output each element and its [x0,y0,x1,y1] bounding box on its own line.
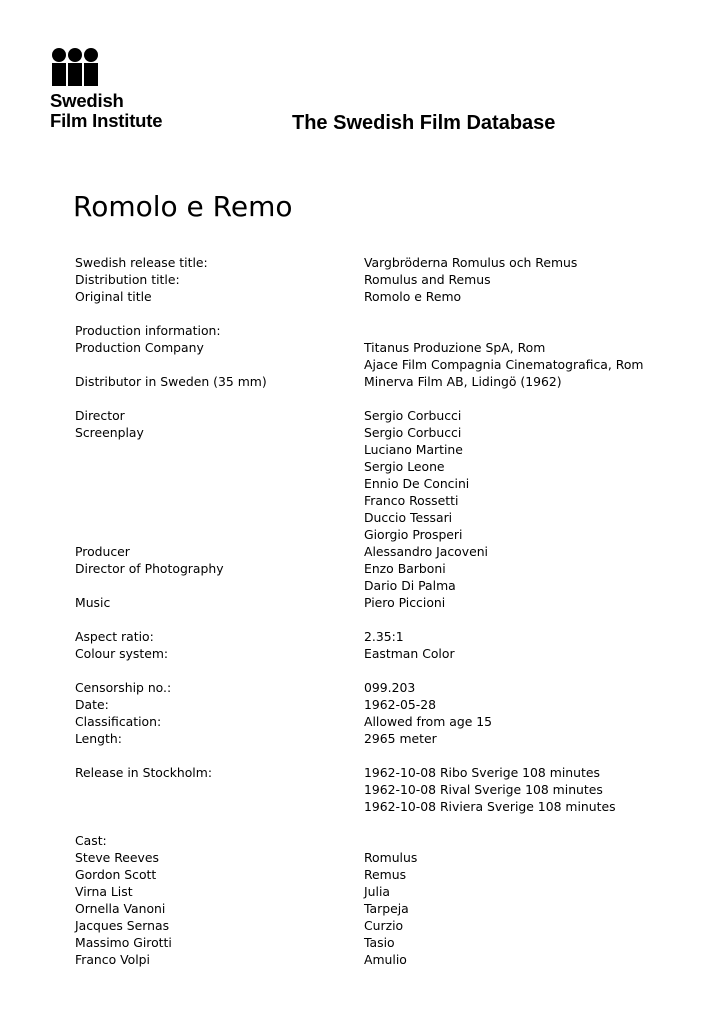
detail-label: Distribution title: [75,272,180,287]
detail-row-screenplay-cont [75,458,695,475]
detail-label: Director of Photography [75,561,224,576]
detail-value: Luciano Martine [364,442,463,457]
detail-label: Length: [75,731,122,746]
detail-value: 2965 meter [364,731,437,746]
detail-value: Romulus and Remus [364,272,491,287]
detail-value: Eastman Color [364,646,455,661]
cast-heading [75,832,695,849]
detail-label: Release in Stockholm: [75,765,212,780]
detail-label: Production Company [75,340,204,355]
detail-row-swedish-release-title [75,254,695,271]
detail-value: Sergio Leone [364,459,445,474]
cast-actor: Massimo Girotti [75,935,172,950]
detail-label: Date: [75,697,109,712]
detail-row-music [75,594,695,611]
detail-label: Director [75,408,125,423]
logo-line-1: Swedish [50,90,124,111]
detail-row-director [75,407,695,424]
detail-value: Ajace Film Compagnia Cinematografica, Rom [364,357,644,372]
detail-row-date [75,696,695,713]
cast-row [75,866,695,883]
cast-actor: Steve Reeves [75,850,159,865]
production-heading [75,322,695,339]
detail-value: 2.35:1 [364,629,404,644]
detail-row-censorship-no [75,679,695,696]
database-title: The Swedish Film Database [292,112,556,134]
cast-role: Romulus [364,850,418,865]
detail-value: 1962-10-08 Ribo Sverige 108 minutes [364,765,600,780]
detail-value: Piero Piccioni [364,595,446,610]
detail-row-production-company-cont [75,356,695,373]
detail-row-screenplay-cont [75,441,695,458]
cast-row [75,917,695,934]
detail-row-screenplay-cont [75,475,695,492]
logo-wordmark [50,91,162,131]
detail-label: Distributor in Sweden (35 mm) [75,374,267,389]
section-heading: Production information: [75,323,221,338]
cast-actor: Jacques Sernas [75,918,170,933]
sfi-logo-icon [50,48,100,88]
detail-value: Romolo e Remo [364,289,462,304]
detail-value: Alessandro Jacoveni [364,544,488,559]
detail-value: Vargbröderna Romulus och Remus [364,255,578,270]
cast-actor: Franco Volpi [75,952,150,967]
detail-row-distributor-sweden [75,373,695,390]
cast-row [75,849,695,866]
cast-role: Tarpeja [364,901,409,916]
detail-row-director-of-photography-cont [75,577,695,594]
detail-label: Colour system: [75,646,169,661]
detail-row-release-stockholm-cont [75,798,695,815]
detail-value: Ennio De Concini [364,476,470,491]
detail-label: Classification: [75,714,162,729]
detail-row-producer [75,543,695,560]
detail-row-aspect-ratio [75,628,695,645]
film-title: Romolo e Remo [73,190,293,223]
detail-value: Enzo Barboni [364,561,446,576]
detail-row-release-stockholm [75,764,695,781]
detail-label: Swedish release title: [75,255,208,270]
cast-actor: Ornella Vanoni [75,901,166,916]
detail-label: Aspect ratio: [75,629,154,644]
cast-row [75,900,695,917]
detail-row-screenplay-cont [75,526,695,543]
detail-label: Screenplay [75,425,144,440]
cast-actor: Virna List [75,884,133,899]
detail-value: 099.203 [364,680,416,695]
detail-value: Minerva Film AB, Lidingö (1962) [364,374,562,389]
detail-row-distribution-title [75,271,695,288]
cast-actor: Gordon Scott [75,867,157,882]
cast-role: Curzio [364,918,404,933]
detail-value: Allowed from age 15 [364,714,493,729]
detail-value: Sergio Corbucci [364,408,462,423]
detail-label: Censorship no.: [75,680,172,695]
detail-value: Giorgio Prosperi [364,527,463,542]
detail-value: Sergio Corbucci [364,425,462,440]
section-heading: Cast: [75,833,107,848]
swedish-film-institute-logo [50,48,190,138]
film-details [75,254,695,968]
cast-role: Julia [364,884,390,899]
cast-role: Remus [364,867,407,882]
detail-row-screenplay-cont [75,492,695,509]
detail-row-screenplay [75,424,695,441]
detail-value: Titanus Produzione SpA, Rom [364,340,546,355]
detail-value: Dario Di Palma [364,578,456,593]
cast-role: Tasio [364,935,395,950]
cast-role: Amulio [364,952,407,967]
detail-row-original-title [75,288,695,305]
detail-row-colour-system [75,645,695,662]
cast-row [75,934,695,951]
detail-row-classification [75,713,695,730]
detail-value: Duccio Tessari [364,510,453,525]
detail-row-production-company [75,339,695,356]
detail-value: Franco Rossetti [364,493,459,508]
logo-line-2: Film Institute [50,110,163,131]
detail-value: 1962-10-08 Rival Sverige 108 minutes [364,782,603,797]
detail-value: 1962-10-08 Riviera Sverige 108 minutes [364,799,616,814]
detail-row-length [75,730,695,747]
detail-label: Original title [75,289,152,304]
detail-label: Music [75,595,111,610]
detail-row-screenplay-cont [75,509,695,526]
detail-row-release-stockholm-cont [75,781,695,798]
detail-value: 1962-05-28 [364,697,437,712]
detail-row-director-of-photography [75,560,695,577]
cast-row [75,951,695,968]
cast-row [75,883,695,900]
detail-label: Producer [75,544,130,559]
